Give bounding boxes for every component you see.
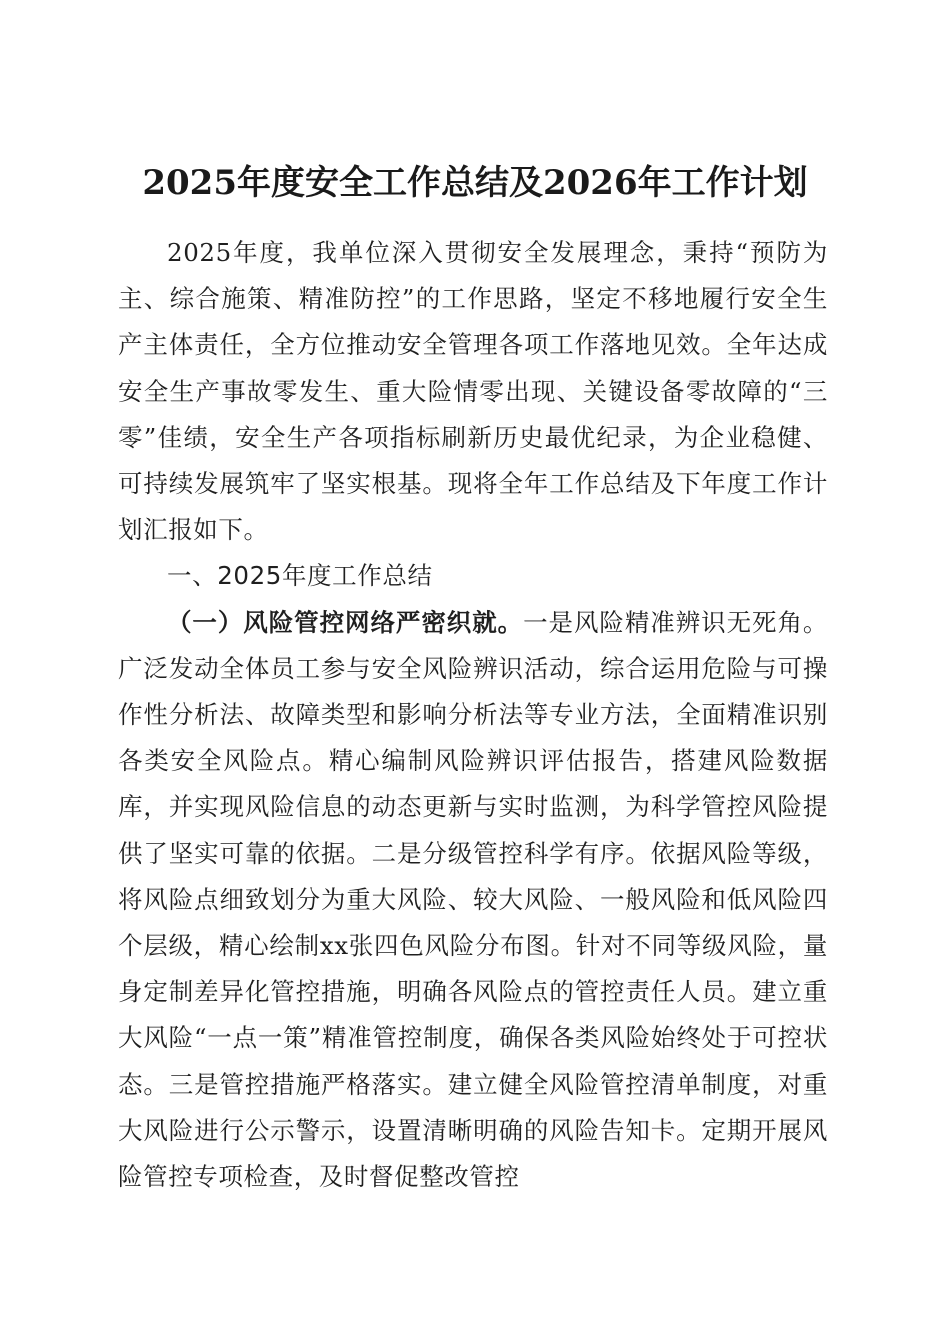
subsection-paragraph-risk-control [118,600,828,1201]
section-heading-summary: 一、2025年度工作总结 [167,561,433,591]
subsection-body-risk-control: 一是风险精准辨识无死角。广泛发动全体员工参与安全风险辨识活动，综合运用危险与可操作性分析法、故障类型和影响分析法等专业方法，全面精准识别各类安全风险点。精心编制风险辨识评估报告，搭建风险数据库，并实现风险信息的动态更新与实时监测，为科学管控风险提供了坚实可靠的依据。二是分级管控科学有序。依据风险等级，将风险点细致划分为重大风险、较大风险、一般风险和低风险四个层级，精心绘制xx张四色风险分布图。针对不同等级风险，量身定制差异化管控措施，明确各风险点的管控责任人员。建立重大风险“一点一策”精准管控制度，确保各类风险始终处于可控状态。三是管控措施严格落实。建立健全风险管控清单制度，对重大风险进行公示警示，设置清晰明确的风险告知卡。定期开展风险管控专项检查，及时督促整改管控 [118,607,828,1192]
intro-paragraph: 2025年度，我单位深入贯彻安全发展理念，秉持“预防为主、综合施策、精准防控”的工作思路，坚定不移地履行安全生产主体责任，全方位推动安全管理各项工作落地见效。全年达成安全生产事故零发生、重大险情零出现、关键设备零故障的“三零”佳绩，安全生产各项指标刷新历史最优纪录，为企业稳健、可持续发展筑牢了坚实根基。现将全年工作总结及下年度工作计划汇报如下。 [118,238,828,545]
subsection-heading-risk-control: （一）风险管控网络严密织就。 [167,607,524,637]
document-body [118,230,828,1200]
document-title: 2025年度安全工作总结及2026年工作计划 [142,162,808,203]
